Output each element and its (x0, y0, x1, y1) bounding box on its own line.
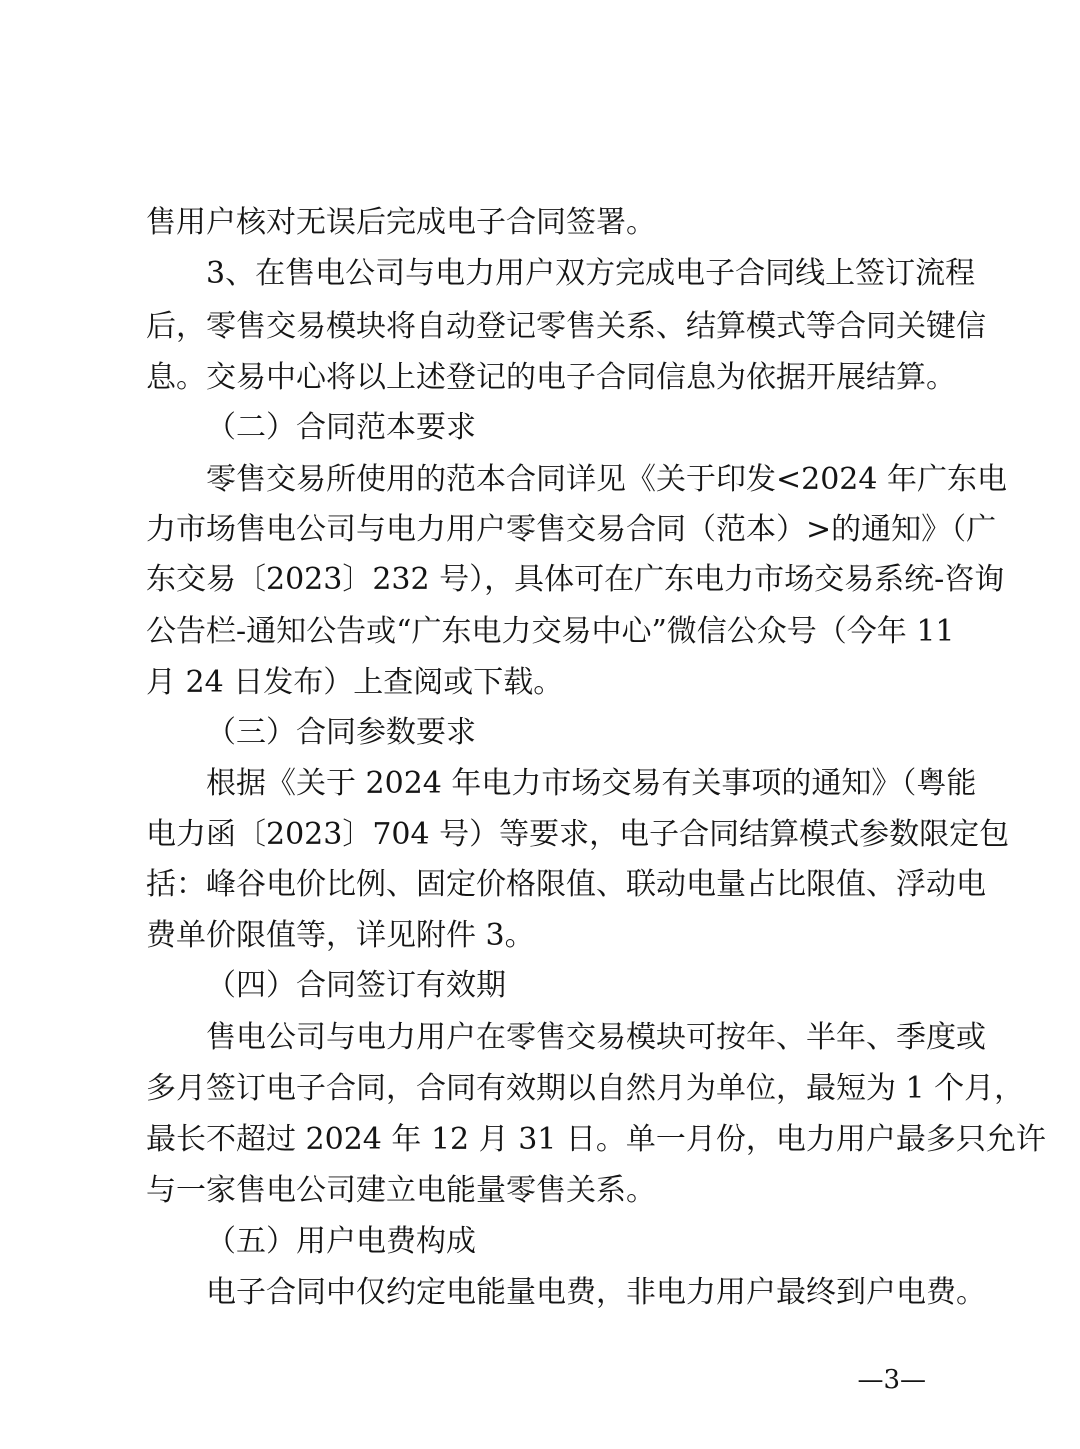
text-line: 公告栏-通知公告或“广东电力交易中心”微信公众号（今年 11 (146, 614, 955, 649)
text-line: 息。交易中心将以上述登记的电子合同信息为依据开展结算。 (146, 360, 956, 395)
text-line: 3、在售电公司与电力用户双方完成电子合同线上签订流程 (206, 256, 976, 291)
text-line: 多月签订电子合同，合同有效期以自然月为单位，最短为 1 个月， (146, 1071, 1025, 1106)
text-line: 最长不超过 2024 年 12 月 31 日。单一月份，电力用户最多只允许 (146, 1122, 1046, 1157)
text-line: 电力函〔2023〕704 号）等要求，电子合同结算模式参数限定包 (146, 817, 1010, 852)
text-line: 力市场售电公司与电力用户零售交易合同（范本）>的通知》（广 (146, 512, 997, 547)
page-number: —3— (857, 1365, 926, 1395)
section-heading: （四）合同签订有效期 (206, 968, 506, 1003)
text-line: 括：峰谷电价比例、固定价格限值、联动电量占比限值、浮动电 (146, 867, 986, 902)
text-line: 售用户核对无误后完成电子合同签署。 (146, 205, 656, 240)
text-line: 费单价限值等，详见附件 3。 (146, 918, 535, 953)
text-line: 月 24 日发布）上查阅或下载。 (146, 665, 564, 700)
section-heading: （二）合同范本要求 (206, 410, 476, 445)
section-heading: （五）用户电费构成 (206, 1224, 476, 1259)
section-heading: （三）合同参数要求 (206, 715, 476, 750)
text-line: 电子合同中仅约定电能量电费，非电力用户最终到户电费。 (206, 1275, 986, 1310)
text-line: 与一家售电公司建立电能量零售关系。 (146, 1173, 656, 1208)
text-line: 后，零售交易模块将自动登记零售关系、结算模式等合同关键信 (146, 309, 986, 344)
text-line: 售电公司与电力用户在零售交易模块可按年、半年、季度或 (206, 1020, 986, 1055)
text-line: 东交易〔2023〕232 号），具体可在广东电力市场交易系统-咨询 (146, 562, 1005, 597)
text-line: 根据《关于 2024 年电力市场交易有关事项的通知》（粤能 (206, 766, 977, 801)
text-line: 零售交易所使用的范本合同详见《关于印发<2024 年广东电 (206, 462, 1008, 497)
